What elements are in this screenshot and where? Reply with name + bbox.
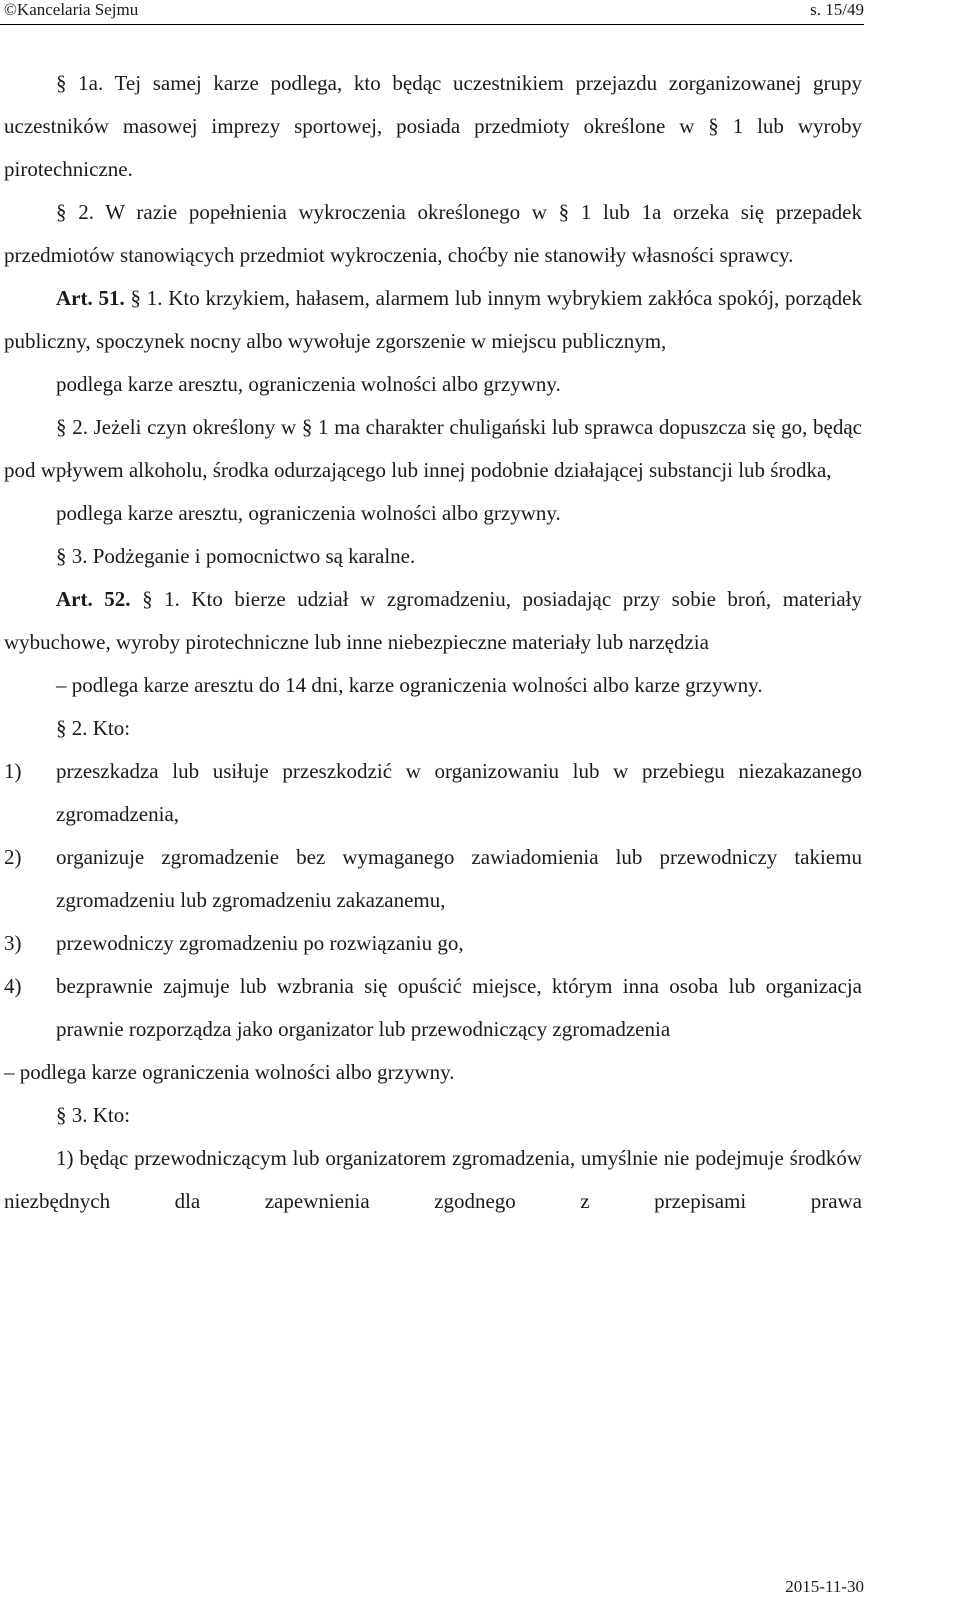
list-item [4,836,862,922]
header-copyright: ©Kancelaria Sejmu [4,0,139,19]
list-item [4,922,862,965]
article-52-s2-heading: § 2. Kto: [56,716,131,740]
article-52-heading: Art. 52. [56,587,131,611]
article-52-s1-penalty: – podlega karze aresztu do 14 dni, karze ograniczenia wolności albo karze grzywny. [56,673,763,697]
list-item-number: 2) [4,845,22,869]
article-52-s1 [4,578,862,664]
article-51-s1 [4,277,862,363]
header-divider [0,24,864,25]
article-51-s1-text: § 1. Kto krzykiem, hałasem, alarmem lub innym wybrykiem zakłóca spokój, porządek publiczny, spoczynek nocny albo wywołuje zgorszenie w miejscu publicznym, [4,286,862,353]
article-51-s3: § 3. Podżeganie i pomocnictwo są karalne. [56,544,416,568]
list-item-text: przewodniczy zgromadzeniu po rozwiązaniu go, [56,931,464,955]
article-52-s2-penalty: – podlega karze ograniczenia wolności albo grzywny. [4,1060,455,1084]
article-52-s3-item-1: 1) będąc przewodniczącym lub organizatorem zgromadzenia, umyślnie nie podejmuje środków niezbędnych dla zapewnienia zgodnego z przepisami prawa [4,1146,862,1213]
article-52-s3-heading: § 3. Kto: [56,1103,131,1127]
list-item [4,750,862,836]
paragraph-s2: § 2. W razie popełnienia wykroczenia określonego w § 1 lub 1a orzeka się przepadek przedmiotów stanowiących przedmiot wykroczenia, choćby nie stanowiły własności sprawcy. [4,200,862,267]
list-item-number: 3) [4,931,22,955]
article-51-s1-penalty: podlega karze aresztu, ograniczenia wolności albo grzywny. [56,372,561,396]
list-item-text: bezprawnie zajmuje lub wzbrania się opuścić miejsce, którym inna osoba lub organizacja prawnie rozporządza jako organizator lub przewodniczący zgromadzenia [56,974,862,1041]
list-item-text: przeszkadza lub usiłuje przeszkodzić w organizowaniu lub w przebiegu niezakazanego zgromadzenia, [56,759,862,826]
list-item-number: 1) [4,759,22,783]
document-body [4,62,862,1223]
article-51-s2: § 2. Jeżeli czyn określony w § 1 ma charakter chuligański lub sprawca dopuszcza się go, będąc pod wpływem alkoholu, środka odurzającego lub innej podobnie działającej substancji lub środka, [4,415,862,482]
list-item-text: organizuje zgromadzenie bez wymaganego zawiadomienia lub przewodniczy takiemu zgromadzeniu lub zgromadzeniu zakazanemu, [56,845,862,912]
paragraph-s1a: § 1a. Tej samej karze podlega, kto będąc uczestnikiem przejazdu zorganizowanej grupy uczestników masowej imprezy sportowej, posiada przedmioty określone w § 1 lub wyroby pirotechniczne. [4,71,862,181]
article-51-heading: Art. 51. [56,286,125,310]
footer-date: 2015-11-30 [785,1577,864,1596]
article-51-s2-penalty: podlega karze aresztu, ograniczenia wolności albo grzywny. [56,501,561,525]
header-page-number: s. 15/49 [810,0,864,19]
list-item [4,965,862,1051]
article-52-s1-text: § 1. Kto bierze udział w zgromadzeniu, posiadając przy sobie broń, materiały wybuchowe, wyroby pirotechniczne lub inne niebezpieczne materiały lub narzędzia [4,587,863,654]
list-item-number: 4) [4,974,22,998]
